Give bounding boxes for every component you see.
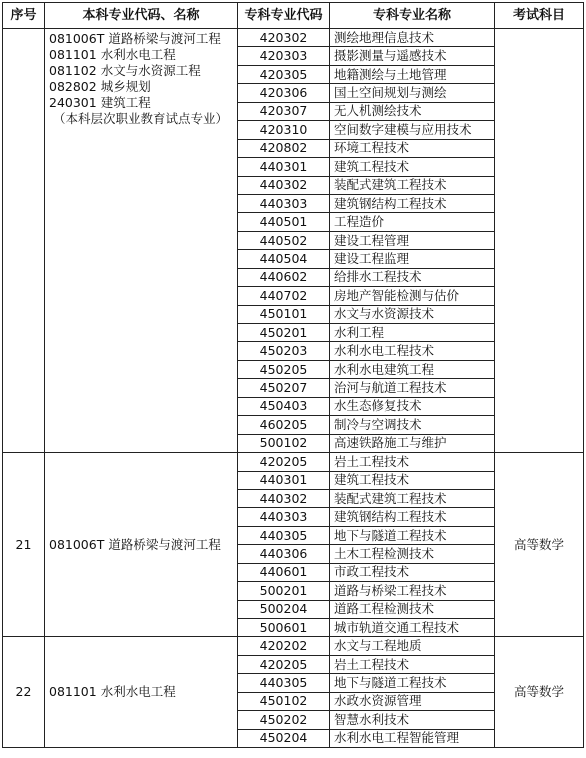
header-subject: 考试科目	[495, 3, 584, 29]
junior-major-name: 地籍测绘与土地管理	[330, 65, 495, 83]
junior-major-code: 440306	[238, 545, 330, 563]
header-undergrad: 本科专业代码、名称	[45, 3, 238, 29]
header-code: 专科专业代码	[238, 3, 330, 29]
exam-subject: 高等数学	[495, 453, 584, 637]
junior-major-code: 420802	[238, 139, 330, 157]
junior-major-name: 水利水电建筑工程	[330, 360, 495, 378]
junior-major-code: 440601	[238, 563, 330, 581]
junior-major-code: 450204	[238, 729, 330, 747]
junior-major-name: 道路与桥梁工程技术	[330, 582, 495, 600]
junior-major-code: 450201	[238, 324, 330, 342]
junior-major-code: 440602	[238, 268, 330, 286]
junior-major-name: 房地产智能检测与估价	[330, 287, 495, 305]
junior-major-name: 水文与工程地质	[330, 637, 495, 655]
undergrad-note: （本科层次职业教育试点专业）	[53, 111, 229, 126]
junior-major-code: 450207	[238, 379, 330, 397]
junior-major-code: 460205	[238, 416, 330, 434]
junior-major-name: 建筑钢结构工程技术	[330, 508, 495, 526]
junior-major-code: 450403	[238, 397, 330, 415]
junior-major-code: 420205	[238, 655, 330, 673]
junior-major-code: 450101	[238, 305, 330, 323]
junior-major-code: 450102	[238, 692, 330, 710]
group-index: 21	[3, 453, 45, 637]
junior-major-name: 岩土工程技术	[330, 453, 495, 471]
exam-subject	[495, 29, 584, 453]
undergrad-majors	[45, 637, 238, 748]
junior-major-code: 440504	[238, 250, 330, 268]
junior-major-name: 建设工程监理	[330, 250, 495, 268]
junior-major-name: 无人机测绘技术	[330, 102, 495, 120]
junior-major-code: 440305	[238, 526, 330, 544]
junior-major-code: 420205	[238, 453, 330, 471]
junior-major-code: 440302	[238, 176, 330, 194]
junior-major-code: 420305	[238, 65, 330, 83]
junior-major-name: 土木工程检测技术	[330, 545, 495, 563]
junior-major-name: 工程造价	[330, 213, 495, 231]
junior-major-code: 420202	[238, 637, 330, 655]
junior-major-name: 装配式建筑工程技术	[330, 489, 495, 507]
junior-major-name: 城市轨道交通工程技术	[330, 619, 495, 637]
junior-major-code: 420303	[238, 47, 330, 65]
junior-major-code: 500102	[238, 434, 330, 452]
junior-major-name: 环境工程技术	[330, 139, 495, 157]
table-row	[3, 453, 584, 471]
junior-major-name: 治河与航道工程技术	[330, 379, 495, 397]
junior-major-code: 440303	[238, 194, 330, 212]
junior-major-name: 水生态修复技术	[330, 397, 495, 415]
junior-major-name: 建设工程管理	[330, 231, 495, 249]
junior-major-code: 500601	[238, 619, 330, 637]
junior-major-name: 水利水电工程智能管理	[330, 729, 495, 747]
junior-major-code: 500201	[238, 582, 330, 600]
undergrad-major: 240301 建筑工程	[49, 95, 151, 110]
junior-major-name: 建筑工程技术	[330, 471, 495, 489]
table-row	[3, 637, 584, 655]
junior-major-code: 500204	[238, 600, 330, 618]
junior-major-code: 440305	[238, 674, 330, 692]
undergrad-major: 081006T 道路桥梁与渡河工程	[49, 536, 221, 552]
junior-major-name: 装配式建筑工程技术	[330, 176, 495, 194]
undergrad-majors	[45, 29, 238, 453]
junior-major-name: 建筑工程技术	[330, 158, 495, 176]
junior-major-name: 地下与隧道工程技术	[330, 674, 495, 692]
group-index: 22	[3, 637, 45, 748]
junior-major-code: 440502	[238, 231, 330, 249]
junior-major-name: 水政水资源管理	[330, 692, 495, 710]
header-row	[3, 3, 584, 29]
junior-major-name: 给排水工程技术	[330, 268, 495, 286]
junior-major-name: 国土空间规划与测绘	[330, 84, 495, 102]
junior-major-name: 道路工程检测技术	[330, 600, 495, 618]
junior-major-name: 智慧水利技术	[330, 711, 495, 729]
undergrad-majors	[45, 453, 238, 637]
junior-major-name: 测绘地理信息技术	[330, 29, 495, 47]
undergrad-major: 081101 水利水电工程	[49, 684, 176, 700]
junior-major-name: 岩土工程技术	[330, 655, 495, 673]
junior-major-code: 420306	[238, 84, 330, 102]
junior-major-name: 市政工程技术	[330, 563, 495, 581]
junior-major-name: 水利工程	[330, 324, 495, 342]
undergrad-major: 081101 水利水电工程	[49, 47, 176, 62]
junior-major-code: 440702	[238, 287, 330, 305]
junior-major-code: 420310	[238, 121, 330, 139]
junior-major-code: 440302	[238, 489, 330, 507]
junior-major-name: 高速铁路施工与维护	[330, 434, 495, 452]
junior-major-code: 450203	[238, 342, 330, 360]
undergrad-major: 082802 城乡规划	[49, 79, 151, 94]
junior-major-name: 空间数字建模与应用技术	[330, 121, 495, 139]
junior-major-code: 440301	[238, 158, 330, 176]
junior-major-code: 420302	[238, 29, 330, 47]
undergrad-major: 081102 水文与水资源工程	[49, 63, 201, 78]
junior-major-code: 450202	[238, 711, 330, 729]
junior-major-code: 440501	[238, 213, 330, 231]
junior-major-name: 摄影测量与遥感技术	[330, 47, 495, 65]
junior-major-name: 制冷与空调技术	[330, 416, 495, 434]
table-body	[3, 29, 584, 748]
junior-major-name: 建筑钢结构工程技术	[330, 194, 495, 212]
group-index	[3, 29, 45, 453]
header-name: 专科专业名称	[330, 3, 495, 29]
junior-major-name: 水文与水资源技术	[330, 305, 495, 323]
junior-major-name: 地下与隧道工程技术	[330, 526, 495, 544]
exam-subject: 高等数学	[495, 637, 584, 748]
junior-major-code: 440301	[238, 471, 330, 489]
junior-major-code: 450205	[238, 360, 330, 378]
junior-major-code: 440303	[238, 508, 330, 526]
junior-major-code: 420307	[238, 102, 330, 120]
table-row	[3, 29, 584, 47]
major-table	[2, 2, 584, 748]
junior-major-name: 水利水电工程技术	[330, 342, 495, 360]
undergrad-major: 081006T 道路桥梁与渡河工程	[49, 31, 221, 46]
header-index: 序号	[3, 3, 45, 29]
